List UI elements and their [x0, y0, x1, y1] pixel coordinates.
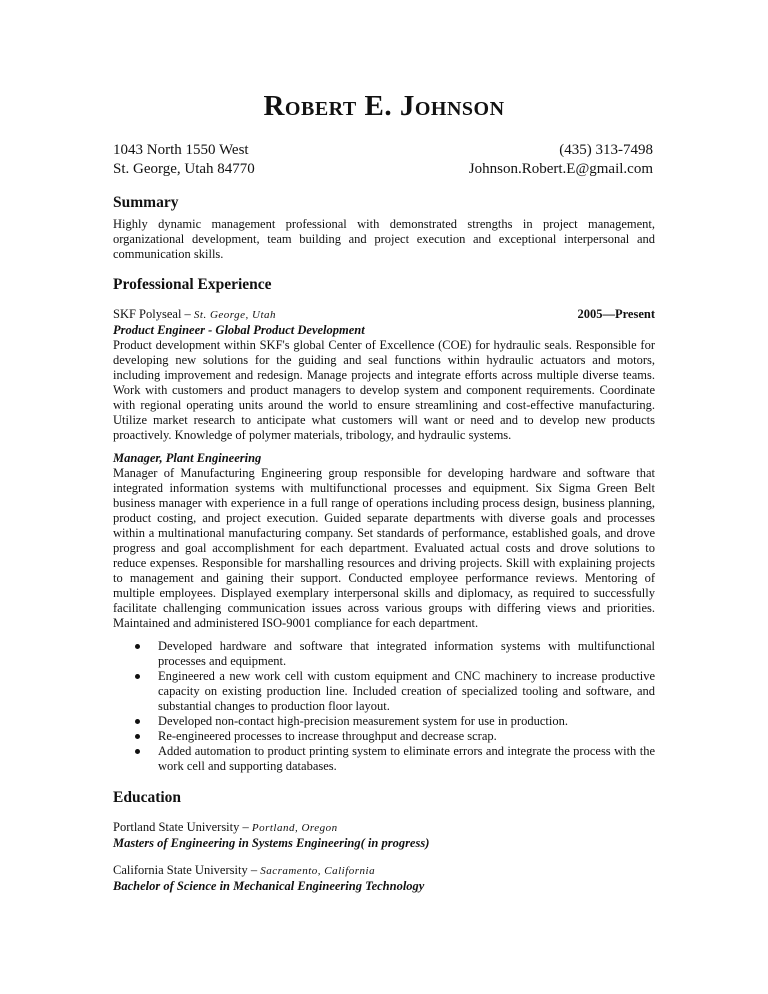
role-description-plant-engineering: Manager of Manufacturing Engineering group responsible for developing hardware and software that integrated information systems with multifunctional processes and equipment. Six Sigma Green Belt business manager with experience in a full range of operations including process design, business planning, product costing, and project execution. Guided separate departments with diverse goals and processes within a multinational manufacturing company. Set standards of performance, established goals, and drove progress and goal accomplishment for each department. Evaluated actual costs and drove solutions to reduce expenses. Responsible for marshalling resources and driving projects. Skill with explaining projects to management and gaining their support. Conducted employee performance reviews. Mentoring of multiple employees. Displayed exemplary interpersonal skills and diplomacy, as required to successfully facilitate challenging communication issues across various groups with differing views and priorities. Maintained and administered ISO-9001 compliance for each department. [113, 466, 655, 630]
role-title-plant-engineering: Manager, Plant Engineering [113, 451, 262, 465]
education-entry [113, 820, 655, 851]
company-row [113, 307, 655, 323]
education-heading: Education [113, 789, 182, 806]
summary-heading: Summary [113, 194, 179, 211]
experience-entry [113, 307, 655, 443]
bullet-text: Added automation to product printing system to eliminate errors and integrate the process with the work cell and supporting databases. [158, 744, 655, 773]
bullet-icon [135, 749, 140, 754]
bullet-icon [135, 644, 140, 649]
company-separator: – [181, 307, 194, 321]
education-entry [113, 863, 655, 894]
bullet-icon [135, 719, 140, 724]
email-address: Johnson.Robert.E@gmail.com [468, 161, 653, 177]
company-name: SKF Polyseal [113, 307, 182, 321]
bullet-icon [135, 674, 140, 679]
phone-number: (435) 313-7498 [559, 142, 653, 158]
school-separator: – [247, 863, 261, 877]
company-location: St. George, Utah [193, 309, 277, 321]
role-block-plant-engineering [113, 451, 655, 631]
candidate-name [0, 90, 768, 123]
bullet-text: Developed hardware and software that integrated information systems with multifunctional processes and equipment. [158, 639, 655, 668]
degree-title: Masters of Engineering in Systems Engineering( in progress) [113, 836, 430, 850]
name-initial-last: J [399, 90, 415, 122]
name-initial-first: R [263, 90, 285, 122]
bullet-icon [135, 734, 140, 739]
name-middle: E. [356, 90, 400, 122]
role-description-product-engineer: Product development within SKF's global Center of Excellence (COE) for hydraulic seals. Responsible for developing new solutions for the guiding and seal functions within hydraulic actuators and motors, including improvement and redesign. Manage projects and integrate efforts across multiple diverse teams. Work with customers and product managers to develop system and component requirements. Coordinate with regional operating units around the world to ensure streamlining and cost-effective manufacturing. Utilize market research to anticipate what customers will want or need and to develop new products proactively. Knowledge of polymer materials, tribology, and hydraulic systems. [113, 338, 655, 442]
role-title-product-engineer: Product Engineer - Global Product Development [113, 323, 365, 337]
list-item [113, 744, 655, 774]
school-name: California State University [113, 863, 248, 877]
address-line-2: St. George, Utah 84770 [113, 161, 255, 177]
achievement-list [113, 639, 655, 774]
school-separator: – [239, 820, 252, 834]
list-item [113, 639, 655, 669]
name-first-rest: obert [284, 90, 357, 122]
bullet-text: Re-engineered processes to increase throughput and decrease scrap. [158, 729, 497, 743]
address-block [113, 141, 255, 179]
school-location: Sacramento, California [260, 865, 376, 877]
name-last-rest: ohnson [414, 90, 505, 122]
list-item [113, 714, 655, 729]
bullet-text: Developed non-contact high-precision measurement system for use in production. [158, 714, 568, 728]
school-location: Portland, Oregon [251, 822, 338, 834]
degree-title: Bachelor of Science in Mechanical Engineering Technology [113, 879, 425, 893]
summary-text: Highly dynamic management professional with demonstrated strengths in project management, organizational development, team building and project execution and exceptional interpersonal and communication skills. [113, 217, 655, 261]
experience-heading: Professional Experience [113, 276, 272, 293]
list-item [113, 669, 655, 714]
list-item [113, 729, 655, 744]
bullet-text: Engineered a new work cell with custom equipment and CNC machinery to increase productive capacity on existing production line. Included creation of specialized tooling and software, and substantial changes to production floor layout. [158, 669, 655, 713]
employment-dates: 2005—Present [577, 307, 655, 321]
contact-block [469, 141, 653, 179]
address-line-1: 1043 North 1550 West [113, 142, 249, 158]
school-name: Portland State University [113, 820, 240, 834]
